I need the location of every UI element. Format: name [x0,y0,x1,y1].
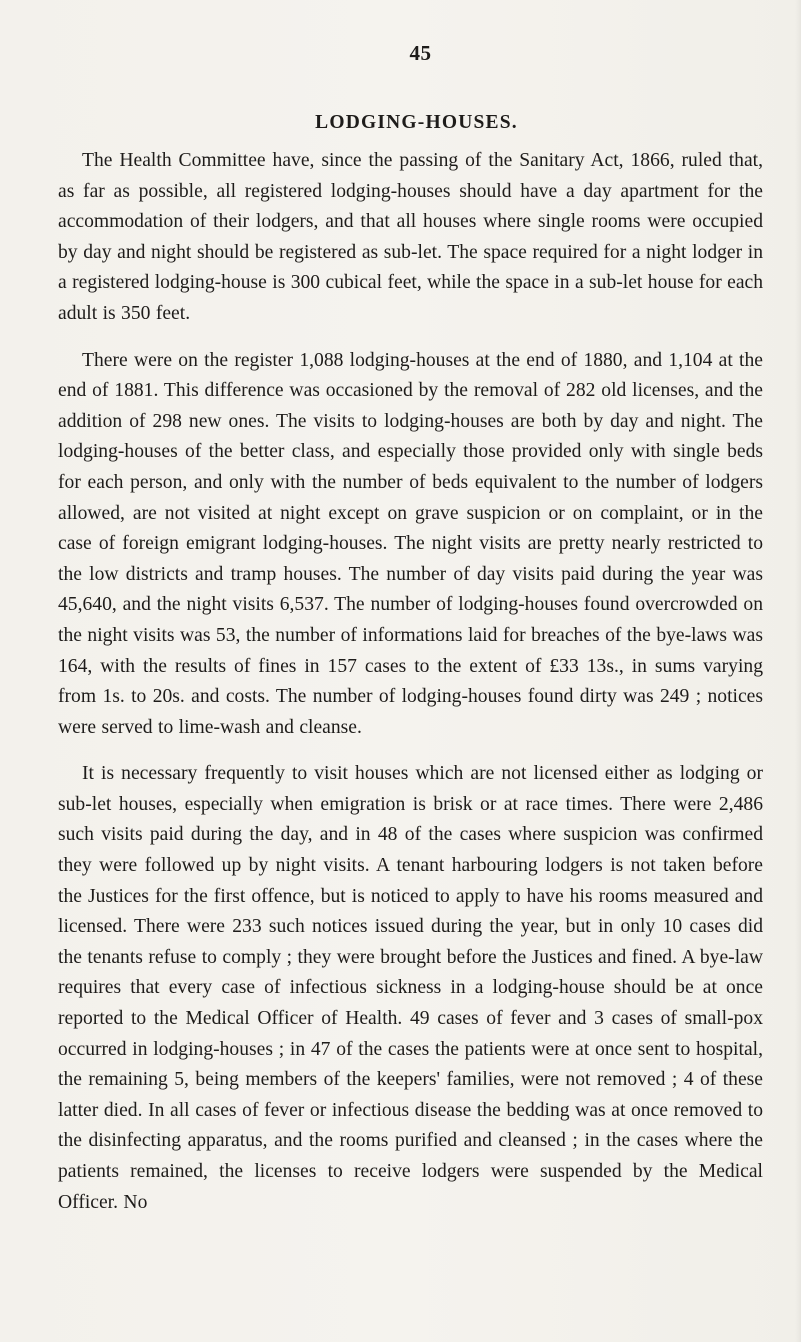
page-number: 45 [409,41,432,65]
section-heading: LODGING-HOUSES. [315,112,518,133]
paragraph-unlicensed-houses: It is necessary frequently to visit houses which are not licensed either as lodging or sub-let houses, especially when emigration is brisk or at race times. There were 2,486 such visits paid during the day, and in 48 of the cases where suspicion was confirmed they were followed up by night visits. A tenant harbouring lodgers is not taken before the Justices for the first offence, but is noticed to apply to have his rooms measured and licensed. There were 233 such notices issued during the year, but in only 10 cases did the tenants refuse to comply ; they were brought before the Justices and fined. A bye-law requires that every case of infectious sickness in a lodging-house should be at once reported to the Medical Officer of Health. 49 cases of fever and 3 cases of small-pox occurred in lodging-houses ; in 47 of the cases the patients were at once sent to hospital, the remaining 5, being members of the keepers' families, were not removed ; 4 of these latter died. In all cases of fever or infectious disease the bedding was at once removed to the disinfecting apparatus, and the rooms purified and cleansed ; in the cases where the patients remained, the licenses to receive lodgers were suspended by the Medical Officer. No [58,763,763,1213]
paragraph-register-visits: There were on the register 1,088 lodging-houses at the end of 1880, and 1,104 at the end of 1881. This difference was occasioned by the removal of 282 old licenses, and the addition of 298 new ones. The visits to lodging-houses are both by day and night. The lodging-houses of the better class, and especially those provided only with single beds for each person, and only with the number of beds equivalent to the number of lodgers allowed, are not visited at night except on grave suspicion or on complaint, or in the case of foreign emigrant lodging-houses. The night visits are pretty nearly restricted to the low districts and tramp houses. The number of day visits paid during the year was 45,640, and the night visits 6,537. The number of lodging-houses found overcrowded on the night visits was 53, the number of informations laid for breaches of the bye-laws was 164, with the results of fines in 157 cases to the extent of £33 13s., in sums varying from 1s. to 20s. and costs. The number of lodging-houses found dirty was 249 ; notices were served to lime-wash and cleanse. [58,349,763,738]
page-edge-shadow [795,0,801,1342]
paragraph-day-apartment: The Health Committee have, since the passing of the Sanitary Act, 1866, ruled that, as far as possible, all registered lodging-houses should have a day apartment for the accommodation of their lodgers, and that all houses where single rooms were occupied by day and night should be registered as sub-let. The space required for a night lodger in a registered lodging-house is 300 cubical feet, while the space in a sub-let house for each adult is 350 feet. [58,150,764,324]
